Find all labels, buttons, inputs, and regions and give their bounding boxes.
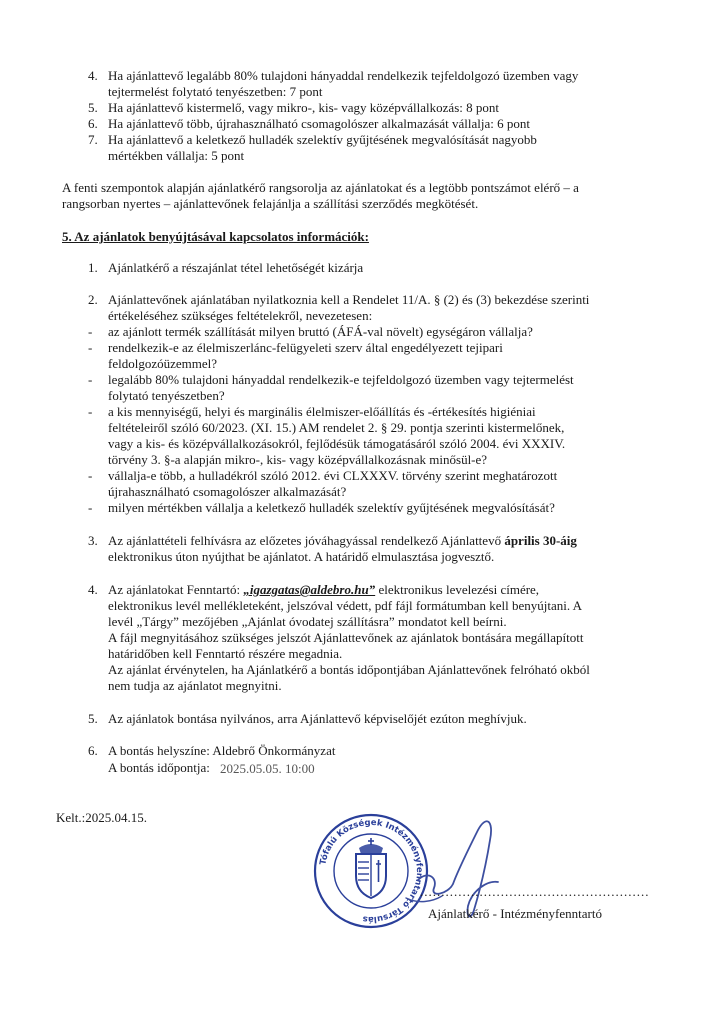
- bullet-item: legalább 80% tulajdoni hányaddal rendelkezik-e tejfeldolgozó üzemben vagy tejtermelést: [108, 372, 574, 387]
- bullet-dash: -: [88, 372, 93, 387]
- list-number: 5.: [88, 711, 98, 726]
- list-number: 5.: [88, 100, 98, 115]
- list-number: 6.: [88, 116, 98, 131]
- bullet-item-cont: törvény 3. §-a alapján mikro-, kis- vagy középvállalkozásnak minősül-e?: [108, 452, 488, 467]
- section5-item-4-line5: határidőben kell Fenntartó részére megadnia.: [108, 646, 343, 661]
- bullet-item-cont: vagy a kis- és középvállalkozásokról, fejlődésük támogatásáról szóló 2004. évi XXXIV.: [108, 436, 566, 451]
- section5-item-2-line2: értékeléséhez szükséges feltételekről, nevezetesen:: [108, 308, 373, 323]
- signature-line: ......................................................: [420, 884, 650, 899]
- bullet-dash: -: [88, 468, 93, 483]
- criteria-item-7-line2: mértékben vállalja: 5 pont: [108, 148, 245, 163]
- bullet-item: milyen mértékben vállalja a keletkező hulladék szelektív gyűjtésének megvalósítását?: [108, 500, 555, 515]
- submission-text-cont: elektronikus levelezési címére,: [375, 582, 540, 597]
- section5-item-5: Az ajánlatok bontása nyilvános, arra Ajánlattevő képviselőjét ezúton meghívjuk.: [108, 711, 527, 726]
- section5-item-3-line2: elektronikus úton nyújthat be ajánlatot. A határidő elmulasztása jogvesztő.: [108, 549, 495, 564]
- bullet-dash: -: [88, 500, 93, 515]
- signer-label: Ajánlatkérő - Intézményfenntartó: [428, 906, 602, 921]
- section5-item-1: Ajánlatkérő a részajánlat tétel lehetőségét kizárja: [108, 260, 364, 275]
- ranking-paragraph-line1: A fenti szempontok alapján ajánlatkérő rangsorolja az ajánlatokat és a legtöbb pontszámot elérő – a: [62, 180, 579, 195]
- bullet-item-cont: folytató tenyészetben?: [108, 388, 225, 403]
- list-number: 2.: [88, 292, 98, 307]
- bullet-dash: -: [88, 324, 93, 339]
- deadline-sentence: Az ajánlattételi felhívásra az előzetes jóváhagyással rendelkező Ajánlattevő: [108, 533, 505, 548]
- bullet-item-cont: újrahasználható csomagolószer alkalmazását?: [108, 484, 347, 499]
- submission-text: Az ajánlatokat Fenntartó:: [108, 582, 244, 597]
- list-number: 4.: [88, 68, 98, 83]
- criteria-item-5: Ha ajánlattevő kistermelő, vagy mikro-, kis- vagy középvállalkozás: 8 pont: [108, 100, 499, 115]
- list-number: 4.: [88, 582, 98, 597]
- section5-item-4-line6: Az ajánlat érvénytelen, ha Ajánlatkérő a bontás időpontjában Ajánlattevőnek felróható okból: [108, 662, 590, 677]
- bullet-item-cont: feldolgozóüzemmel?: [108, 356, 218, 371]
- opening-time-value: 2025.05.05. 10:00: [220, 761, 315, 776]
- issue-date: Kelt.:2025.04.15.: [56, 810, 147, 825]
- coat-of-arms-icon: [356, 838, 386, 898]
- opening-location: A bontás helyszíne: Aldebrő Önkormányzat: [108, 743, 336, 758]
- list-number: 3.: [88, 533, 98, 548]
- section5-item-4-line4: A fájl megnyitásához szükséges jelszót Ajánlattevőnek az ajánlatok bontására megállapított: [108, 630, 584, 645]
- bullet-dash: -: [88, 404, 93, 419]
- section5-item-4-line1: [108, 582, 539, 598]
- list-number: 1.: [88, 260, 98, 275]
- criteria-item-4-line2: tejtermelést folytató tenyészetben: 7 pont: [108, 84, 323, 99]
- section5-item-4-line2: elektronikus levél mellékleteként, jelszóval védett, pdf fájl formátumban kell benyújtani. A: [108, 598, 582, 613]
- stamp-text: Tófalú Községek Intézményfenntartó Társulás: [318, 817, 425, 925]
- bullet-item-cont: feltételeiről szóló 60/2023. (XI. 15.) AM rendelet 2. § 29. pontja szerinti kistermelőnek,: [108, 420, 565, 435]
- list-number: 6.: [88, 743, 98, 758]
- bullet-item: az ajánlott termék szállítását milyen bruttó (ÁFÁ-val növelt) egységáron vállalja?: [108, 324, 533, 339]
- list-number: 7.: [88, 132, 98, 147]
- section5-item-4-line7: nem tudja az ajánlatot megnyitni.: [108, 678, 282, 693]
- criteria-item-6: Ha ajánlattevő több, újrahasználható csomagolószer alkalmazását vállalja: 6 pont: [108, 116, 530, 131]
- email-link[interactable]: „igazgatas@aldebro.hu”: [243, 582, 376, 597]
- opening-time-label: A bontás időpontja:: [108, 760, 210, 775]
- ranking-paragraph-line2: rangsorban nyertes – ajánlattevőnek felajánlja a szállítási szerződés megkötését.: [62, 196, 479, 211]
- bullet-item: rendelkezik-e az élelmiszerlánc-felügyeleti szerv által engedélyezett tejipari: [108, 340, 503, 355]
- criteria-item-4-line1: Ha ajánlattevő legalább 80% tulajdoni hányaddal rendelkezik tejfeldolgozó üzemben vagy: [108, 68, 579, 83]
- deadline-date: április 30-áig: [504, 533, 577, 548]
- section-heading: 5. Az ajánlatok benyújtásával kapcsolatos információk:: [62, 229, 369, 244]
- section5-item-3-line1: [108, 533, 577, 549]
- criteria-item-7-line1: Ha ajánlattevő a keletkező hulladék szelektív gyűjtésének megvalósítását nagyobb: [108, 132, 537, 147]
- bullet-item: a kis mennyiségű, helyi és marginális élelmiszer-előállítás és -értékesítés higiéniai: [108, 404, 536, 419]
- bullet-dash: -: [88, 340, 93, 355]
- section5-item-2-line1: Ajánlattevőnek ajánlatában nyilatkoznia kell a Rendelet 11/A. § (2) és (3) bekezdése szerinti: [108, 292, 590, 307]
- section5-item-4-line3: levél „Tárgy” mezőjében „Ajánlat óvodatej szállításra” mondatot kell beírni.: [108, 614, 507, 629]
- bullet-item: vállalja-e több, a hulladékról szóló 2012. évi CLXXXV. törvény szerint meghatározott: [108, 468, 558, 483]
